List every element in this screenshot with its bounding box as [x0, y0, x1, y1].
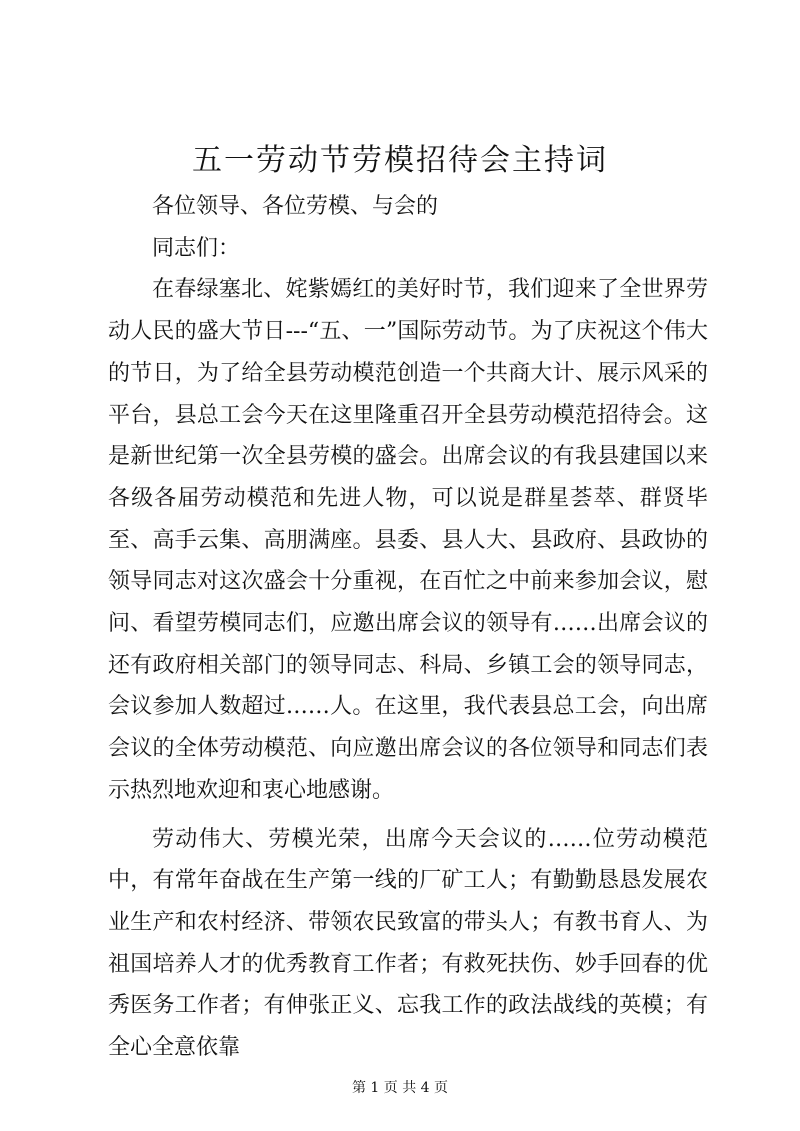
salutation-line-2: 同志们： [152, 235, 241, 261]
salutation-line-1: 各位领导、各位劳模、与会的 [152, 194, 439, 219]
paragraph-spacer [108, 812, 708, 819]
paragraph-1: 在春绿塞北、姹紫嫣红的美好时节，我们迎来了全世界劳动人民的盛大节日---“五、一”国际劳动节。为了庆祝这个伟大的节日，为了给全县劳动模范创造一个共商大计、展示风采的平台，县总工会今天在这里隆重召开全县劳动模范招待会。这是新世纪第一次全县劳模的盛会。出席会议的有我县建国以来各级各届劳动模范和先进人物，可以说是群星荟萃、群贤毕至、高手云集、高朋满座。县委、县人大、县政府、县政协的领导同志对这次盛会十分重视，在百忙之中前来参加会议，慰问、看望劳模同志们，应邀出席会议的领导有……出席会议的还有政府相关部门的领导同志、科局、乡镇工会的领导同志，会议参加人数超过……人。在这里，我代表县总工会，向出席会议的全体劳动模范、向应邀出席会议的各位领导和同志们表示热烈地欢迎和衷心地感谢。 [108, 277, 708, 803]
page-number-footer: 第 1 页 共 4 页 [351, 1080, 449, 1096]
paragraph-2: 劳动伟大、劳模光荣，出席今天会议的……位劳动模范中，有常年奋战在生产第一线的厂矿工人；有勤勤恳恳发展农业生产和农村经济、带领农民致富的带头人；有教书育人、为祖国培养人才的优秀教育工作者；有救死扶伤、妙手回春的优秀医务工作者；有伸张正义、忘我工作的政法战线的英模；有全心全意依靠 [108, 826, 708, 1061]
document-title: 五一劳动节劳模招待会主持词 [192, 143, 608, 178]
document-body [108, 186, 708, 1069]
